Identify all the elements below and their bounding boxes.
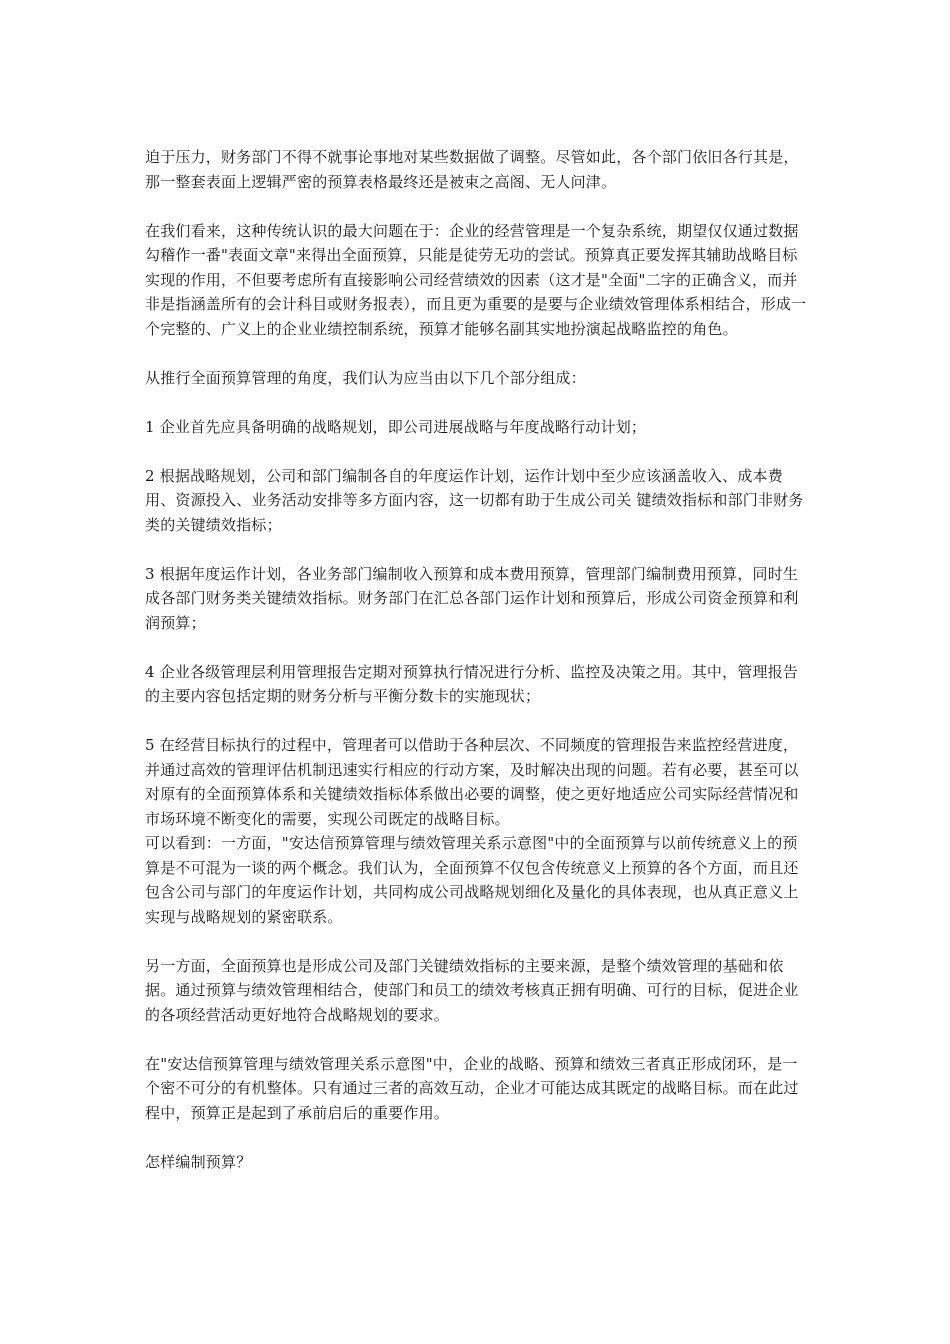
list-item-1: 1 企业首先应具备明确的战略规划，即公司进展战略与年度战略行动计划； (145, 417, 647, 436)
section-heading: 怎样编制预算？ (145, 1152, 252, 1171)
paragraph-closed-loop: 在"安达信预算管理与绩效管理关系示意图"中，企业的战略、预算和绩效三者真正形成闭环，是一个密不可分的有机整体。只有通过三者的高效互动，企业才可能达成其既定的战略目标。而在此过程中，预算正是起到了承前启后的重要作用。 (145, 1054, 799, 1122)
paragraph-problem: 在我们看来，这种传统认识的最大问题在于：企业的经营管理是一个复杂系统，期望仅仅通过数据勾稽作一番"表面文章"来得出全面预算，只能是徒劳无功的尝试。预算真正要发挥其辅助战略目标实现的作用，不但要考虑所有直接影响公司经营绩效的因素（这才是"全面"二字的正确含义，而并非是指涵盖所有的会计科目或财务报表），而且更为重要的是要与企业绩效管理体系相结合，形成一个完整的、广义上的企业业绩控制系统，预算才能够名副其实地扮演起战略监控的角色。 (145, 221, 807, 338)
paragraph-other-hand: 另一方面，全面预算也是形成公司及部门关键绩效指标的主要来源，是整个绩效管理的基础和依据。通过预算与绩效管理相结合，使部门和员工的绩效考核真正拥有明确、可行的目标，促进企业的各项经营活动更好地符合战略规划的要求。 (145, 956, 799, 1024)
document-body (145, 145, 810, 1174)
list-item-5: 5 在经营目标执行的过程中，管理者可以借助于各种层次、不同频度的管理报告来监控经营进度，并通过高效的管理评估机制迅速实行相应的行动方案，及时解决出现的问题。若有必要，甚至可以对原有的全面预算体系和关键绩效指标体系做出必要的调整，使之更好地适应公司实际经营情况和市场环境不断变化的需要，实现公司既定的战略目标。 (145, 736, 799, 828)
list-item-2: 2 根据战略规划，公司和部门编制各自的年度运作计划，运作计划中至少应该涵盖收入、成本费用、资源投入、业务活动安排等多方面内容，这一切都有助于生成公司关 键绩效指标和部门非财务类的关键绩效指标； (145, 466, 804, 534)
list-item-4: 4 企业各级管理层利用管理报告定期对预算执行情况进行分析、监控及决策之用。其中，管理报告的主要内容包括定期的财务分析与平衡分数卡的实施现状； (145, 662, 799, 705)
list-item-3: 3 根据年度运作计划，各业务部门编制收入预算和成本费用预算，管理部门编制费用预算，同时生成各部门财务类关键绩效指标。财务部门在汇总各部门运作计划和预算后，形成公司资金预算和利润预算； (145, 564, 799, 632)
paragraph-one-hand: 可以看到：一方面，"安达信预算管理与绩效管理关系示意图"中的全面预算与以前传统意义上的预算是不可混为一谈的两个概念。我们认为，全面预算不仅包含传统意义上预算的各个方面，而且还包含公司与部门的年度运作计划，共同构成公司战略规划细化及量化的具体表现，也从真正意义上实现与战略规划的紧密联系。 (145, 834, 799, 926)
paragraph-components-intro: 从推行全面预算管理的角度，我们认为应当由以下几个部分组成： (145, 368, 586, 387)
paragraph-intro: 迫于压力，财务部门不得不就事论事地对某些数据做了调整。尽管如此，各个部门依旧各行其是，那一整套表面上逻辑严密的预算表格最终还是被束之高阁、无人问津。 (145, 148, 799, 191)
